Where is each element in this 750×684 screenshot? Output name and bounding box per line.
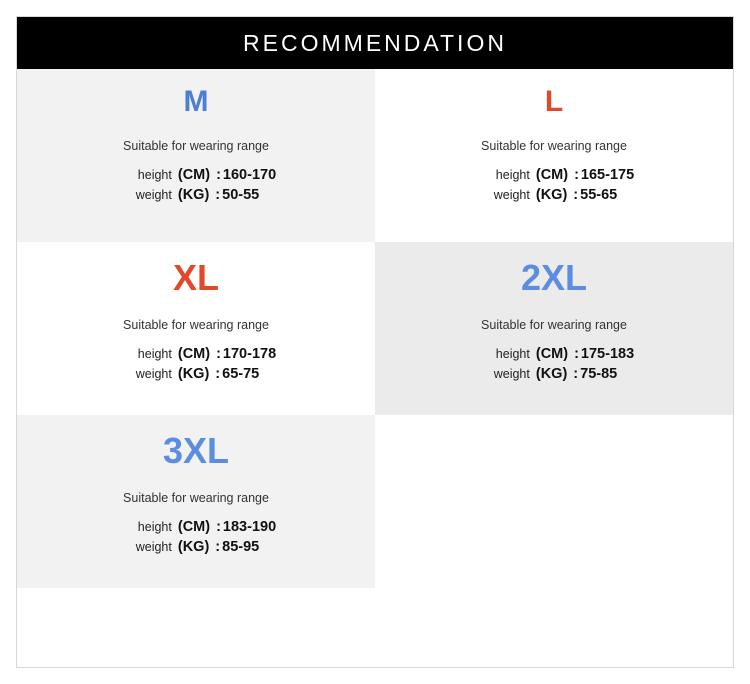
height-unit-label: (CM) [177, 346, 211, 362]
spec-row-weight [116, 366, 276, 382]
spec-row-height [474, 167, 634, 183]
size-subtitle-3xl: Suitable for wearing range [123, 491, 269, 505]
spec-row-weight [474, 187, 634, 203]
weight-unit-label: (KG) [177, 539, 210, 555]
size-label-l: L [544, 85, 564, 118]
height-key-label: height [495, 168, 530, 182]
size-cell-2xl [375, 242, 733, 415]
height-value: 175-183 [580, 346, 635, 362]
weight-separator: : [573, 366, 579, 382]
height-unit-label: (CM) [177, 519, 211, 535]
size-cell-empty [375, 415, 733, 588]
spec-row-weight [116, 187, 276, 203]
weight-unit-label: (KG) [535, 187, 568, 203]
height-value: 183-190 [222, 519, 277, 535]
height-unit-label: (CM) [535, 346, 569, 362]
weight-key-label: weight [135, 188, 172, 202]
height-value: 170-178 [222, 346, 277, 362]
weight-unit-label: (KG) [177, 187, 210, 203]
weight-unit-label: (KG) [535, 366, 568, 382]
height-separator: : [574, 167, 579, 183]
weight-value: 50-55 [222, 187, 260, 203]
size-label-3xl: 3XL [162, 430, 230, 471]
weight-value: 65-75 [222, 366, 260, 382]
weight-separator: : [215, 187, 221, 203]
size-label-2xl: 2XL [520, 257, 588, 298]
spec-row-height [116, 167, 276, 183]
height-unit-label: (CM) [535, 167, 569, 183]
weight-separator: : [573, 187, 579, 203]
size-subtitle-xl: Suitable for wearing range [123, 318, 269, 332]
height-key-label: height [137, 520, 172, 534]
size-cell-m [17, 69, 375, 242]
size-label-xl: XL [172, 257, 219, 298]
weight-unit-label: (KG) [177, 366, 210, 382]
height-key-label: height [137, 347, 172, 361]
height-separator: : [574, 346, 579, 362]
size-cell-l [375, 69, 733, 242]
height-value: 165-175 [580, 167, 635, 183]
size-cell-3xl [17, 415, 375, 588]
size-specs-l [375, 167, 733, 207]
size-subtitle-m: Suitable for wearing range [123, 139, 269, 153]
weight-key-label: weight [135, 367, 172, 381]
weight-key-label: weight [135, 540, 172, 554]
weight-value: 75-85 [580, 366, 618, 382]
spec-row-height [474, 346, 634, 362]
size-grid [17, 69, 733, 588]
size-cell-xl [17, 242, 375, 415]
weight-separator: : [215, 366, 221, 382]
height-separator: : [216, 346, 221, 362]
size-chart-frame [16, 16, 734, 668]
height-separator: : [216, 519, 221, 535]
size-specs-xl [17, 346, 375, 386]
weight-key-label: weight [493, 367, 530, 381]
spec-row-weight [116, 539, 276, 555]
size-label-m: M [183, 85, 209, 118]
height-unit-label: (CM) [177, 167, 211, 183]
height-value: 160-170 [222, 167, 277, 183]
spec-row-height [116, 519, 276, 535]
height-key-label: height [137, 168, 172, 182]
spec-row-weight [474, 366, 634, 382]
weight-separator: : [215, 539, 221, 555]
size-specs-m [17, 167, 375, 207]
height-separator: : [216, 167, 221, 183]
page-title: RECOMMENDATION [243, 29, 507, 56]
header-bar [17, 17, 733, 69]
size-subtitle-2xl: Suitable for wearing range [481, 318, 627, 332]
weight-value: 55-65 [580, 187, 618, 203]
size-specs-3xl [17, 519, 375, 559]
weight-value: 85-95 [222, 539, 260, 555]
weight-key-label: weight [493, 188, 530, 202]
spec-row-height [116, 346, 276, 362]
size-specs-2xl [375, 346, 733, 386]
size-subtitle-l: Suitable for wearing range [481, 139, 627, 153]
height-key-label: height [495, 347, 530, 361]
